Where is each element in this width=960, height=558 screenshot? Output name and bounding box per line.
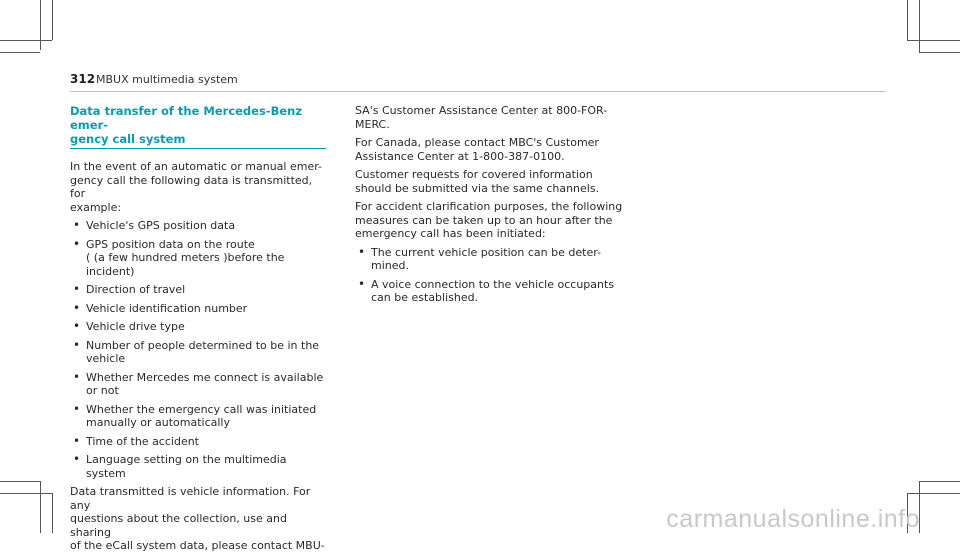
list-item: • A voice connection to the vehicle occupants can be established. (355, 278, 625, 305)
list-item: • Whether the emergency call was initiated manually or automatically (70, 403, 326, 430)
section-heading-line2: gency call system (70, 132, 186, 146)
list-item: • Time of the accident (70, 435, 326, 449)
crop-mark-top-right-h2 (919, 52, 960, 53)
list-item: • GPS position data on the route ( (a few hundred meters )before the incident) (70, 238, 326, 279)
list-item: • Direction of travel (70, 283, 326, 297)
column-right (355, 104, 625, 310)
list-item: • Vehicle's GPS position data (70, 219, 326, 233)
crop-mark-top-left-h2 (0, 52, 40, 53)
requests-paragraph: Customer requests for covered information should be submitted via the same channels. (355, 168, 600, 195)
header-divider (70, 91, 885, 92)
crop-mark-top-left-v2 (52, 0, 53, 40)
intro-paragraph: In the event of an automatic or manual emer- gency call the following data is transmitted, for example: (70, 160, 323, 214)
transmitted-data-list (70, 219, 326, 480)
crop-mark-top-right-v (907, 0, 908, 40)
data-info-paragraph: Data transmitted is vehicle information. For any questions about the collection, use and sharing of the eCall system data, please contact MBU- (70, 485, 325, 552)
crop-mark-top-left-h (0, 40, 52, 41)
crop-mark-top-right-h (907, 40, 960, 41)
list-item: • Number of people determined to be in the vehicle (70, 339, 326, 366)
watermark: carmanualsonline.info (666, 505, 920, 533)
crop-mark-bottom-right-h2 (919, 481, 960, 482)
list-item: • The current vehicle position can be deter- mined. (355, 246, 625, 273)
crop-mark-bottom-right-h (907, 493, 960, 494)
page-number: 312 (70, 72, 96, 86)
crop-mark-bottom-left-v (40, 481, 41, 533)
crop-mark-bottom-left-h (0, 481, 40, 482)
list-item: • Vehicle identification number (70, 302, 326, 316)
list-item: • Whether Mercedes me connect is available or not (70, 371, 326, 398)
section-heading-line1: Data transfer of the Mercedes-Benz emer- (70, 104, 303, 132)
running-header-title: MBUX multimedia system (96, 73, 238, 86)
measures-list (355, 246, 625, 305)
crop-mark-bottom-left-v2 (52, 493, 53, 533)
list-item: • Language setting on the multimedia system (70, 453, 326, 480)
list-item: • Vehicle drive type (70, 320, 326, 334)
crop-mark-top-left-v (40, 0, 41, 50)
column-left (70, 104, 326, 558)
contact-us-paragraph: SA's Customer Assistance Center at 800-FOR- MERC. (355, 104, 608, 131)
section-heading-rule (70, 148, 326, 149)
crop-mark-bottom-left-h2 (0, 493, 52, 494)
crop-mark-top-right-v2 (919, 0, 920, 52)
section-heading (70, 104, 326, 146)
clarification-paragraph: For accident clarification purposes, the following measures can be taken up to an hour after the emergency call has been initiated: (355, 200, 623, 240)
contact-canada-paragraph: For Canada, please contact MBC's Customer Assistance Center at 1-800-387-0100. (355, 136, 599, 163)
